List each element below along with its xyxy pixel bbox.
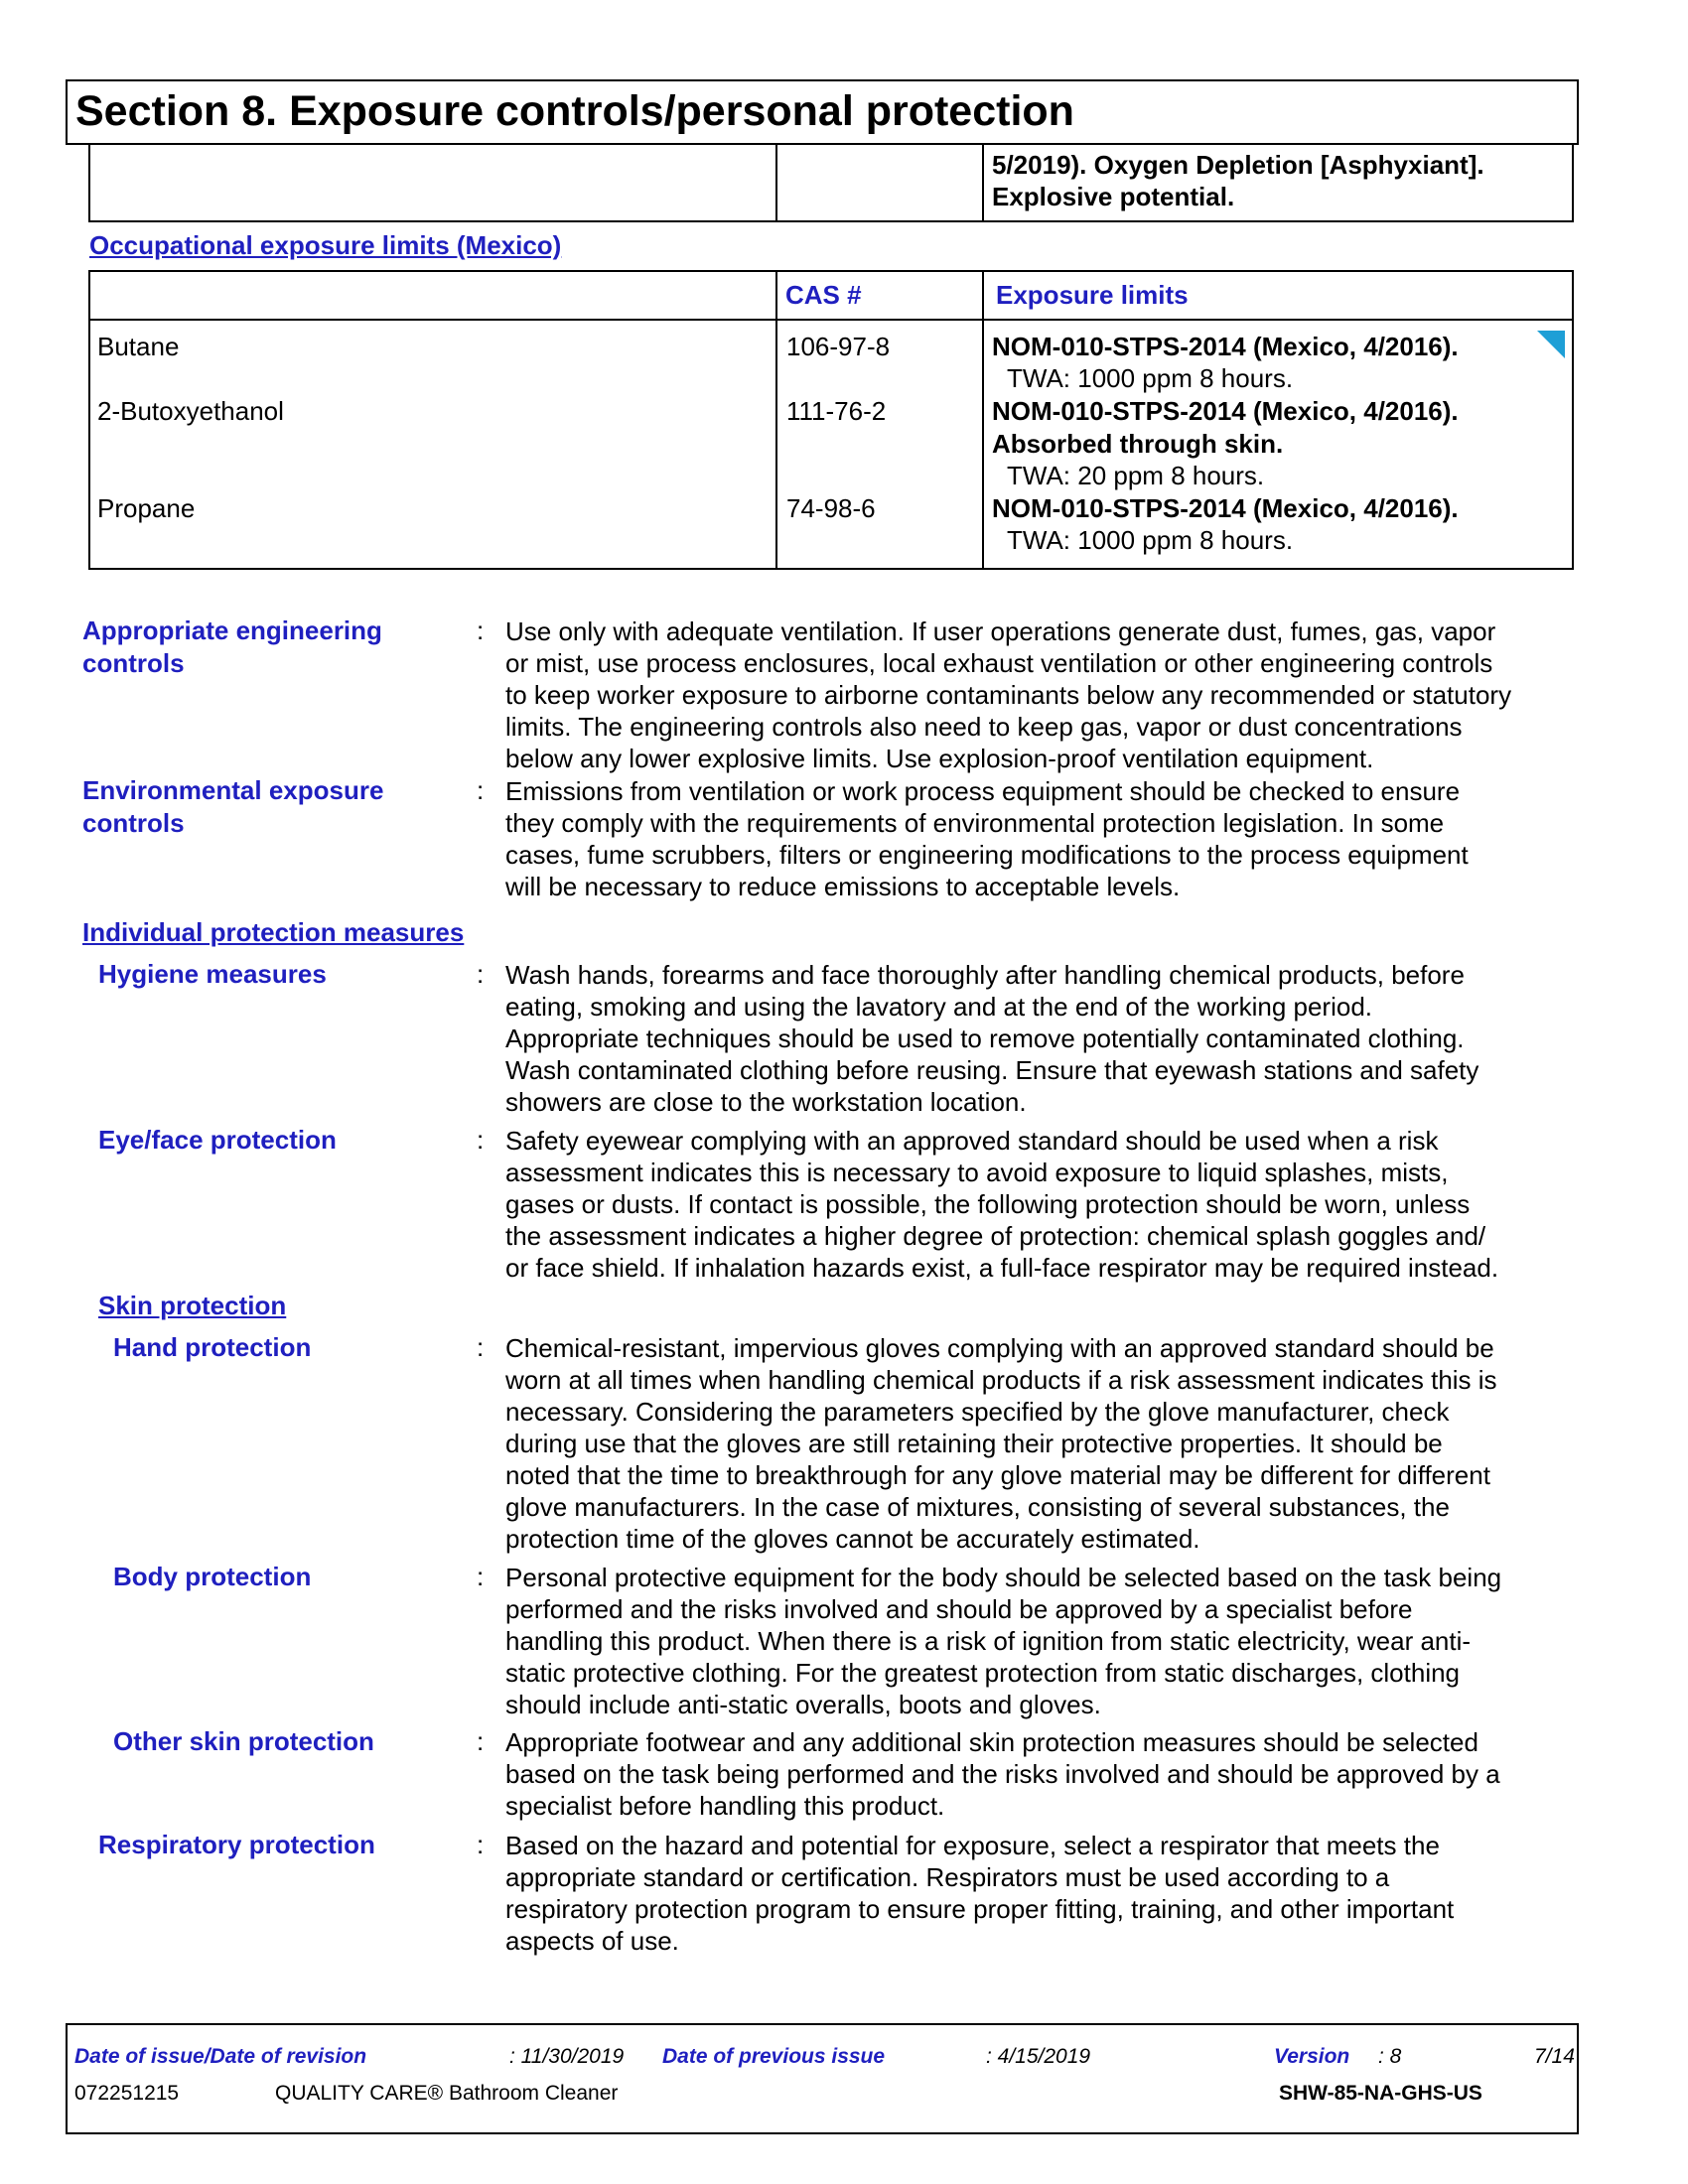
body-protection-line: Personal protective equipment for the body should be selected based on the task being bbox=[505, 1563, 1502, 1592]
eye-face-colon: : bbox=[477, 1125, 485, 1155]
other-skin-line: specialist before handling this product. bbox=[505, 1791, 945, 1821]
continued-text-line1: 5/2019). Oxygen Depletion [Asphyxiant]. bbox=[992, 150, 1484, 180]
continued-text-line2: Explosive potential. bbox=[992, 182, 1235, 211]
footer-page-number: 7/14 bbox=[1534, 2045, 1575, 2068]
row-propane-twa: TWA: 1000 ppm 8 hours. bbox=[1007, 525, 1294, 555]
section-title: Section 8. Exposure controls/personal protection bbox=[75, 87, 1074, 135]
eye-face-line: assessment indicates this is necessary to avoid exposure to liquid splashes, mists, bbox=[505, 1158, 1449, 1187]
hand-protection-colon: : bbox=[477, 1332, 485, 1362]
respiratory-text bbox=[505, 1830, 1688, 1957]
row-butoxyethanol-twa: TWA: 20 ppm 8 hours. bbox=[1007, 461, 1265, 490]
footer-product-name: QUALITY CARE® Bathroom Cleaner bbox=[275, 2082, 619, 2105]
hygiene-line: Wash hands, forearms and face thoroughly after handling chemical products, before bbox=[505, 960, 1465, 990]
environmental-colon: : bbox=[477, 775, 485, 805]
engineering-label-line2: controls bbox=[82, 648, 185, 678]
eye-face-line: or face shield. If inhalation hazards exist, a full-face respirator may be required instead. bbox=[505, 1253, 1499, 1283]
mexico-limits-heading[interactable]: Occupational exposure limits (Mexico) bbox=[89, 230, 562, 260]
environmental-line: Emissions from ventilation or work process equipment should be checked to ensure bbox=[505, 776, 1461, 806]
row-butoxyethanol-name: 2-Butoxyethanol bbox=[97, 396, 284, 426]
row-butoxyethanol-cas: 111-76-2 bbox=[786, 396, 887, 426]
other-skin-text bbox=[505, 1726, 1688, 1822]
other-skin-line: Appropriate footwear and any additional skin protection measures should be selected bbox=[505, 1727, 1478, 1757]
engineering-line: below any lower explosive limits. Use explosion-proof ventilation equipment. bbox=[505, 744, 1374, 773]
respiratory-line: aspects of use. bbox=[505, 1926, 679, 1956]
hygiene-line: showers are close to the workstation location. bbox=[505, 1087, 1027, 1117]
table-col-divider-2 bbox=[982, 270, 984, 570]
respiratory-colon: : bbox=[477, 1830, 485, 1859]
footer-product-code: 072251215 bbox=[74, 2082, 180, 2105]
hygiene-line: Wash contaminated clothing before reusing. Ensure that eyewash stations and safety bbox=[505, 1055, 1479, 1085]
eye-face-label: Eye/face protection bbox=[98, 1125, 337, 1155]
engineering-text bbox=[505, 615, 1688, 774]
row-butane-name: Butane bbox=[97, 332, 180, 361]
body-protection-label: Body protection bbox=[113, 1562, 312, 1591]
respiratory-line: Based on the hazard and potential for exposure, select a respirator that meets the bbox=[505, 1831, 1440, 1860]
body-protection-line: performed and the risks involved and should be approved by a specialist before bbox=[505, 1594, 1413, 1624]
footer-version-label: Version bbox=[1274, 2045, 1350, 2068]
eye-face-line: the assessment indicates a higher degree of protection: chemical splash goggles and/ bbox=[505, 1221, 1486, 1251]
body-protection-text bbox=[505, 1562, 1688, 1720]
engineering-line: or mist, use process enclosures, local exhaust ventilation or other engineering controls bbox=[505, 648, 1493, 678]
eye-face-line: Safety eyewear complying with an approved standard should be used when a risk bbox=[505, 1126, 1439, 1156]
eye-face-line: gases or dusts. If contact is possible, the following protection should be worn, unless bbox=[505, 1189, 1471, 1219]
footer-previous-value: : 4/15/2019 bbox=[986, 2045, 1091, 2068]
hand-protection-line: worn at all times when handling chemical products if a risk assessment indicates this is bbox=[505, 1365, 1497, 1395]
hand-protection-line: glove manufacturers. In the case of mixtures, consisting of several substances, the bbox=[505, 1492, 1450, 1522]
body-protection-line: handling this product. When there is a risk of ignition from static electricity, wear anti- bbox=[505, 1626, 1472, 1656]
environmental-label-line2: controls bbox=[82, 808, 185, 838]
hand-protection-line: Chemical-resistant, impervious gloves complying with an approved standard should be bbox=[505, 1333, 1494, 1363]
footer-issue-value: : 11/30/2019 bbox=[509, 2045, 625, 2068]
respiratory-line: appropriate standard or certification. Respirators must be used according to a bbox=[505, 1862, 1390, 1892]
other-skin-line: based on the task being performed and the risks involved and should be approved by a bbox=[505, 1759, 1500, 1789]
row-butane-cas: 106-97-8 bbox=[786, 332, 891, 361]
row-propane-name: Propane bbox=[97, 493, 196, 523]
engineering-line: Use only with adequate ventilation. If user operations generate dust, fumes, gas, vapor bbox=[505, 616, 1496, 646]
hygiene-text bbox=[505, 959, 1688, 1118]
body-protection-line: should include anti-static overalls, boots and gloves. bbox=[505, 1690, 1101, 1719]
hygiene-colon: : bbox=[477, 959, 485, 989]
hand-protection-line: necessary. Considering the parameters specified by the glove manufacturer, check bbox=[505, 1397, 1450, 1427]
col-header-limits: Exposure limits bbox=[996, 280, 1189, 310]
other-skin-colon: : bbox=[477, 1726, 485, 1756]
hand-protection-line: during use that the gloves are still retaining their protective properties. It should be bbox=[505, 1429, 1443, 1458]
engineering-line: limits. The engineering controls also need to keep gas, vapor or dust concentrations bbox=[505, 712, 1463, 742]
hand-protection-line: protection time of the gloves cannot be accurately estimated. bbox=[505, 1524, 1200, 1554]
hygiene-line: Appropriate techniques should be used to remove potentially contaminated clothing. bbox=[505, 1024, 1465, 1053]
environmental-line: will be necessary to reduce emissions to acceptable levels. bbox=[505, 872, 1181, 901]
footer-issue-label: Date of issue/Date of revision bbox=[74, 2045, 367, 2068]
environmental-text bbox=[505, 775, 1688, 902]
continued-divider-2 bbox=[982, 145, 984, 222]
table-header-divider bbox=[88, 319, 1574, 321]
table-col-divider-1 bbox=[775, 270, 777, 570]
footer-document-code: SHW-85-NA-GHS-US bbox=[1279, 2082, 1482, 2105]
engineering-colon: : bbox=[477, 615, 485, 645]
respiratory-label: Respiratory protection bbox=[98, 1830, 375, 1859]
col-header-cas: CAS # bbox=[785, 280, 862, 310]
other-skin-label: Other skin protection bbox=[113, 1726, 374, 1756]
note-corner-icon bbox=[1537, 331, 1565, 358]
individual-protection-heading[interactable]: Individual protection measures bbox=[82, 917, 465, 947]
row-propane-standard: NOM-010-STPS-2014 (Mexico, 4/2016). bbox=[992, 493, 1459, 523]
respiratory-line: respiratory protection program to ensure proper fitting, training, and other important bbox=[505, 1894, 1455, 1924]
eye-face-text bbox=[505, 1125, 1688, 1284]
row-butoxyethanol-standard: NOM-010-STPS-2014 (Mexico, 4/2016). bbox=[992, 396, 1459, 426]
row-propane-cas: 74-98-6 bbox=[786, 493, 876, 523]
hand-protection-text bbox=[505, 1332, 1688, 1555]
row-butane-standard: NOM-010-STPS-2014 (Mexico, 4/2016). bbox=[992, 332, 1459, 361]
hand-protection-line: noted that the time to breakthrough for any glove material may be different for different bbox=[505, 1460, 1490, 1490]
body-protection-line: static protective clothing. For the greatest protection from static discharges, clothing bbox=[505, 1658, 1461, 1688]
body-protection-colon: : bbox=[477, 1562, 485, 1591]
skin-protection-heading[interactable]: Skin protection bbox=[98, 1291, 287, 1320]
hygiene-label: Hygiene measures bbox=[98, 959, 327, 989]
environmental-label-line1: Environmental exposure bbox=[82, 775, 384, 805]
engineering-line: to keep worker exposure to airborne contaminants below any recommended or statutory bbox=[505, 680, 1512, 710]
footer-previous-label: Date of previous issue bbox=[662, 2045, 886, 2068]
row-butoxyethanol-skin: Absorbed through skin. bbox=[992, 429, 1284, 459]
environmental-line: they comply with the requirements of environmental protection legislation. In some bbox=[505, 808, 1445, 838]
engineering-label-line1: Appropriate engineering bbox=[82, 615, 382, 645]
continued-divider-1 bbox=[775, 145, 777, 222]
hand-protection-label: Hand protection bbox=[113, 1332, 312, 1362]
row-butane-twa: TWA: 1000 ppm 8 hours. bbox=[1007, 363, 1294, 393]
environmental-line: cases, fume scrubbers, filters or engineering modifications to the process equipment bbox=[505, 840, 1469, 870]
footer bbox=[66, 2023, 1579, 2134]
footer-version-value: : 8 bbox=[1378, 2045, 1402, 2068]
hygiene-line: eating, smoking and using the lavatory and at the end of the working period. bbox=[505, 992, 1373, 1022]
